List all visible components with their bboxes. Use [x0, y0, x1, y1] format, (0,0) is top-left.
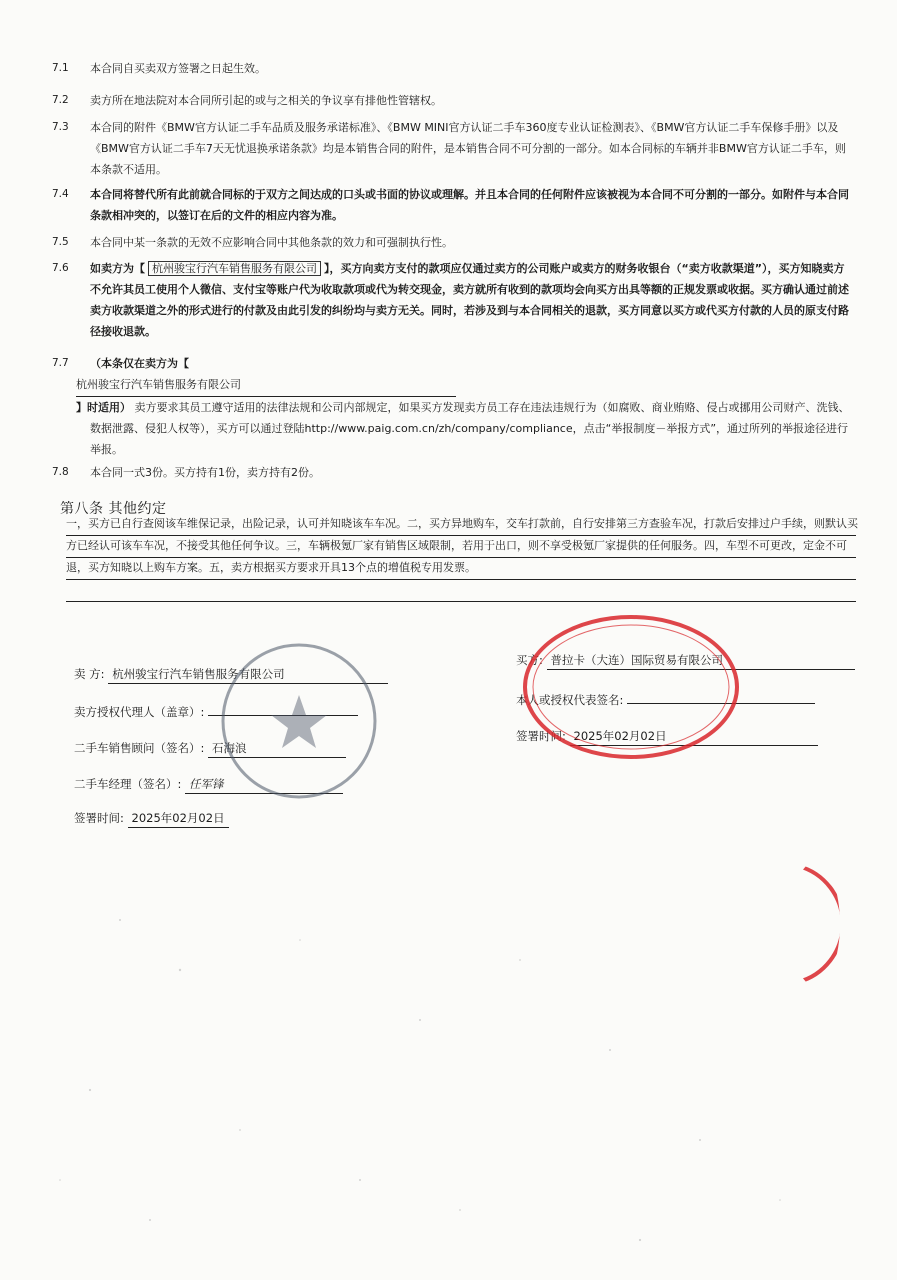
seller-name: 杭州骏宝行汽车销售服务有限公司: [108, 666, 388, 684]
clause-prefix: （本条仅在卖方为【: [90, 357, 189, 370]
clause-text: 本合同自买卖双方签署之日起生效。: [90, 62, 266, 75]
clause-text: 本合同将替代所有此前就合同标的于双方之间达成的口头或书面的协议或理解。并且本合同的任何附件应该被视为本合同不可分割的一部分。如附件与本合同条款相冲突的，以签订在后的文件的相应内容为准。: [90, 188, 849, 222]
advisor-label: 二手车销售顾问（签名）:: [74, 741, 205, 755]
clause-text: 】，买方向卖方支付的款项应仅通过卖方的公司账户或卖方的财务收银台（“卖方收款渠道”），买方知晓卖方不允许其员工使用个人微信、支付宝等账户代为收取款项或代为转交现金，卖方就所有收到的款项均会向买方出具等额的正规发票或收据。买方确认通过前述卖方收款渠道之外的形式进行的付款及由此引发的纠纷均与卖方无关。同时，若涉及到与本合同相关的退款，买方同意以买方或代买方付款的人员的原支付路径接收退款。: [90, 262, 849, 338]
seller-date-label: 签署时间:: [74, 811, 124, 825]
article-8-body: 一，买方已自行查阅该车维保记录，出险记录，认可并知晓该车车况。二，买方异地购车，交车打款前，自行安排第三方查验车况，打款后安排过户手续，则默认买方已经认可该车车况，不接受其他任何争议。三，车辆极氪厂家有销售区域限制，若用于出口，则不享受极氪厂家提供的任何服务。四，车型不可更改，定金不可退，买方知晓以上购车方案。五，卖方根据买方要求开具13个点的增值税专用发票。: [66, 517, 858, 574]
clause-number: 7.5: [52, 236, 69, 248]
clause-text: 本合同的附件《BMW官方认证二手车品质及服务承诺标准》、《BMW MINI官方认证二手车360度专业认证检测表》、《BMW官方认证二手车保修手册》以及《BMW官方认证二手车7天无忧退换承诺条款》均是本销售合同的附件，是本销售合同不可分割的一部分。如本合同标的车辆并非BMW官方认证二手车，则本条款不适用。: [90, 121, 846, 176]
clause-7-2: [52, 90, 852, 111]
clause-text: 卖方所在地法院对本合同所引起的或与之相关的争议享有排他性管辖权。: [90, 94, 442, 107]
underline-2: [66, 557, 856, 558]
agent-label: 卖方授权代理人（盖章）:: [74, 705, 205, 719]
buyer-date: 2025年02月02日: [570, 728, 818, 746]
clause-7-3: [52, 117, 852, 180]
clause-number: 7.1: [52, 62, 69, 74]
clause-number: 7.6: [52, 262, 69, 274]
buyer-label: 买方:: [516, 653, 543, 667]
buyer-date-label: 签署时间:: [516, 729, 566, 743]
clause-number: 7.4: [52, 188, 69, 200]
underline-3: [66, 579, 856, 580]
clause-7-6: [52, 258, 852, 342]
manager-label: 二手车经理（签名）:: [74, 777, 182, 791]
seller-date: 2025年02月02日: [128, 810, 229, 828]
clause-prefix: 如卖方为【: [90, 262, 145, 275]
clause-condition: 】时适用）: [76, 401, 131, 414]
clause-7-7: [52, 353, 852, 460]
seller-date-row: [74, 810, 229, 828]
underline-1: [66, 535, 856, 536]
clause-text: 本合同中某一条款的无效不应影响合同中其他条款的效力和可强制执行性。: [90, 236, 453, 249]
clause-7-4: [52, 184, 852, 226]
clause-text: 本合同一式3份。买方持有1份，卖方持有2份。: [90, 466, 320, 479]
clause-number: 7.2: [52, 94, 69, 106]
underline-4: [66, 601, 856, 602]
seller-seal-icon: [218, 640, 380, 802]
seller-label: 卖 方:: [74, 667, 105, 681]
seller-company-line: 杭州骏宝行汽车销售服务有限公司: [76, 374, 456, 397]
scan-noise-decoration: [0, 880, 897, 1280]
buyer-rep-label: 本人或授权代表签名:: [516, 693, 624, 707]
article-8-title: 第八条 其他约定: [60, 501, 167, 517]
buyer-seal-icon: [520, 612, 742, 762]
clause-7-1: [52, 58, 852, 79]
clause-7-5: [52, 232, 852, 253]
manager-signature: 任军锋: [185, 776, 343, 794]
clause-text: 卖方要求其员工遵守适用的法律法规和公司内部规定，如果买方发现卖方员工存在违法违规行为（如腐败、商业贿赂、侵占或挪用公司财产、洗钱、数据泄露、侵犯人权等），买方可以通过登陆http://www.paig.com.cn/zh/company/compliance，点击“举报制度－举报方式”，通过所列的举报途径进行举报。: [90, 401, 850, 456]
advisor-signature: 石海浪: [208, 740, 346, 758]
buyer-name: 普拉卡（大连）国际贸易有限公司: [547, 652, 855, 670]
clause-7-8: [52, 462, 852, 483]
clause-number: 7.7: [52, 357, 69, 369]
clause-number: 7.8: [52, 466, 69, 478]
seller-company-box: 杭州骏宝行汽车销售服务有限公司: [148, 261, 321, 276]
clause-number: 7.3: [52, 121, 69, 133]
